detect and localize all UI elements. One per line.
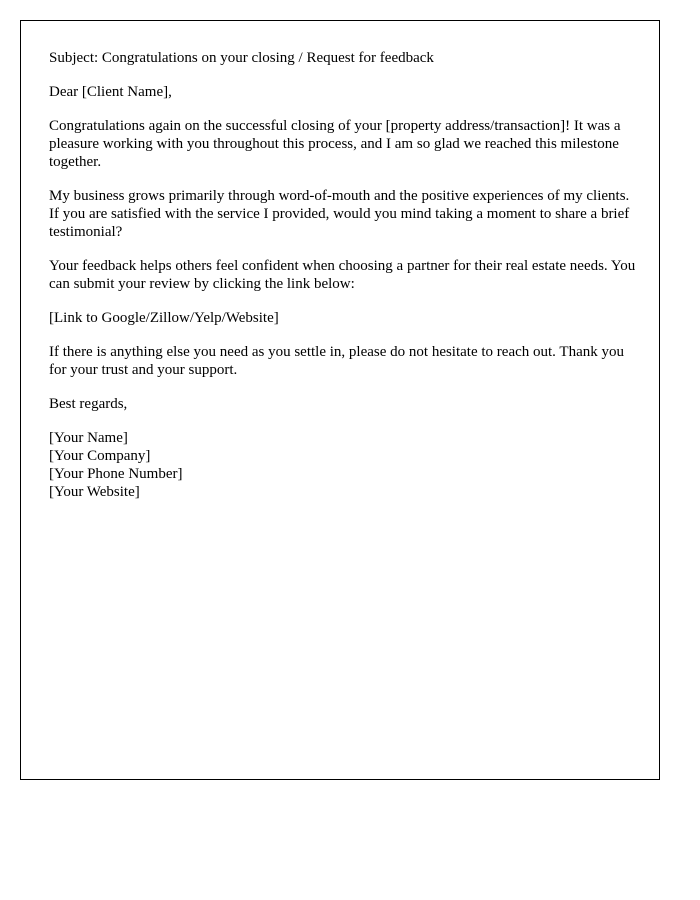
letter-closing: Best regards, xyxy=(49,396,128,412)
letter-paragraph-feedback: Your feedback helps others feel confident when choosing a partner for their real estate needs. You can submit your review by clicking the link below: xyxy=(49,258,636,292)
letter-page xyxy=(20,20,660,780)
letter-paragraph-thanks: If there is anything else you need as you settle in, please do not hesitate to reach out. Thank you for your trust and your support. xyxy=(49,344,624,378)
signature-phone: [Your Phone Number] xyxy=(49,466,183,482)
signature-company: [Your Company] xyxy=(49,448,151,464)
signature-block xyxy=(49,429,639,501)
letter-salutation: Dear [Client Name], xyxy=(49,84,172,100)
letter-paragraph-request: My business grows primarily through word-of-mouth and the positive experiences of my clients. If you are satisfied with the service I provided, would you mind taking a moment to share a brief testimonial? xyxy=(49,188,630,240)
letter-body xyxy=(49,49,639,501)
review-link-placeholder: [Link to Google/Zillow/Yelp/Website] xyxy=(49,310,279,326)
signature-name: [Your Name] xyxy=(49,430,128,446)
letter-subject: Subject: Congratulations on your closing / Request for feedback xyxy=(49,50,434,66)
letter-paragraph-congratulations: Congratulations again on the successful closing of your [property address/transaction]! It was a pleasure working with you throughout this process, and I am so glad we reached this milestone together. xyxy=(49,118,621,170)
signature-website: [Your Website] xyxy=(49,484,140,500)
